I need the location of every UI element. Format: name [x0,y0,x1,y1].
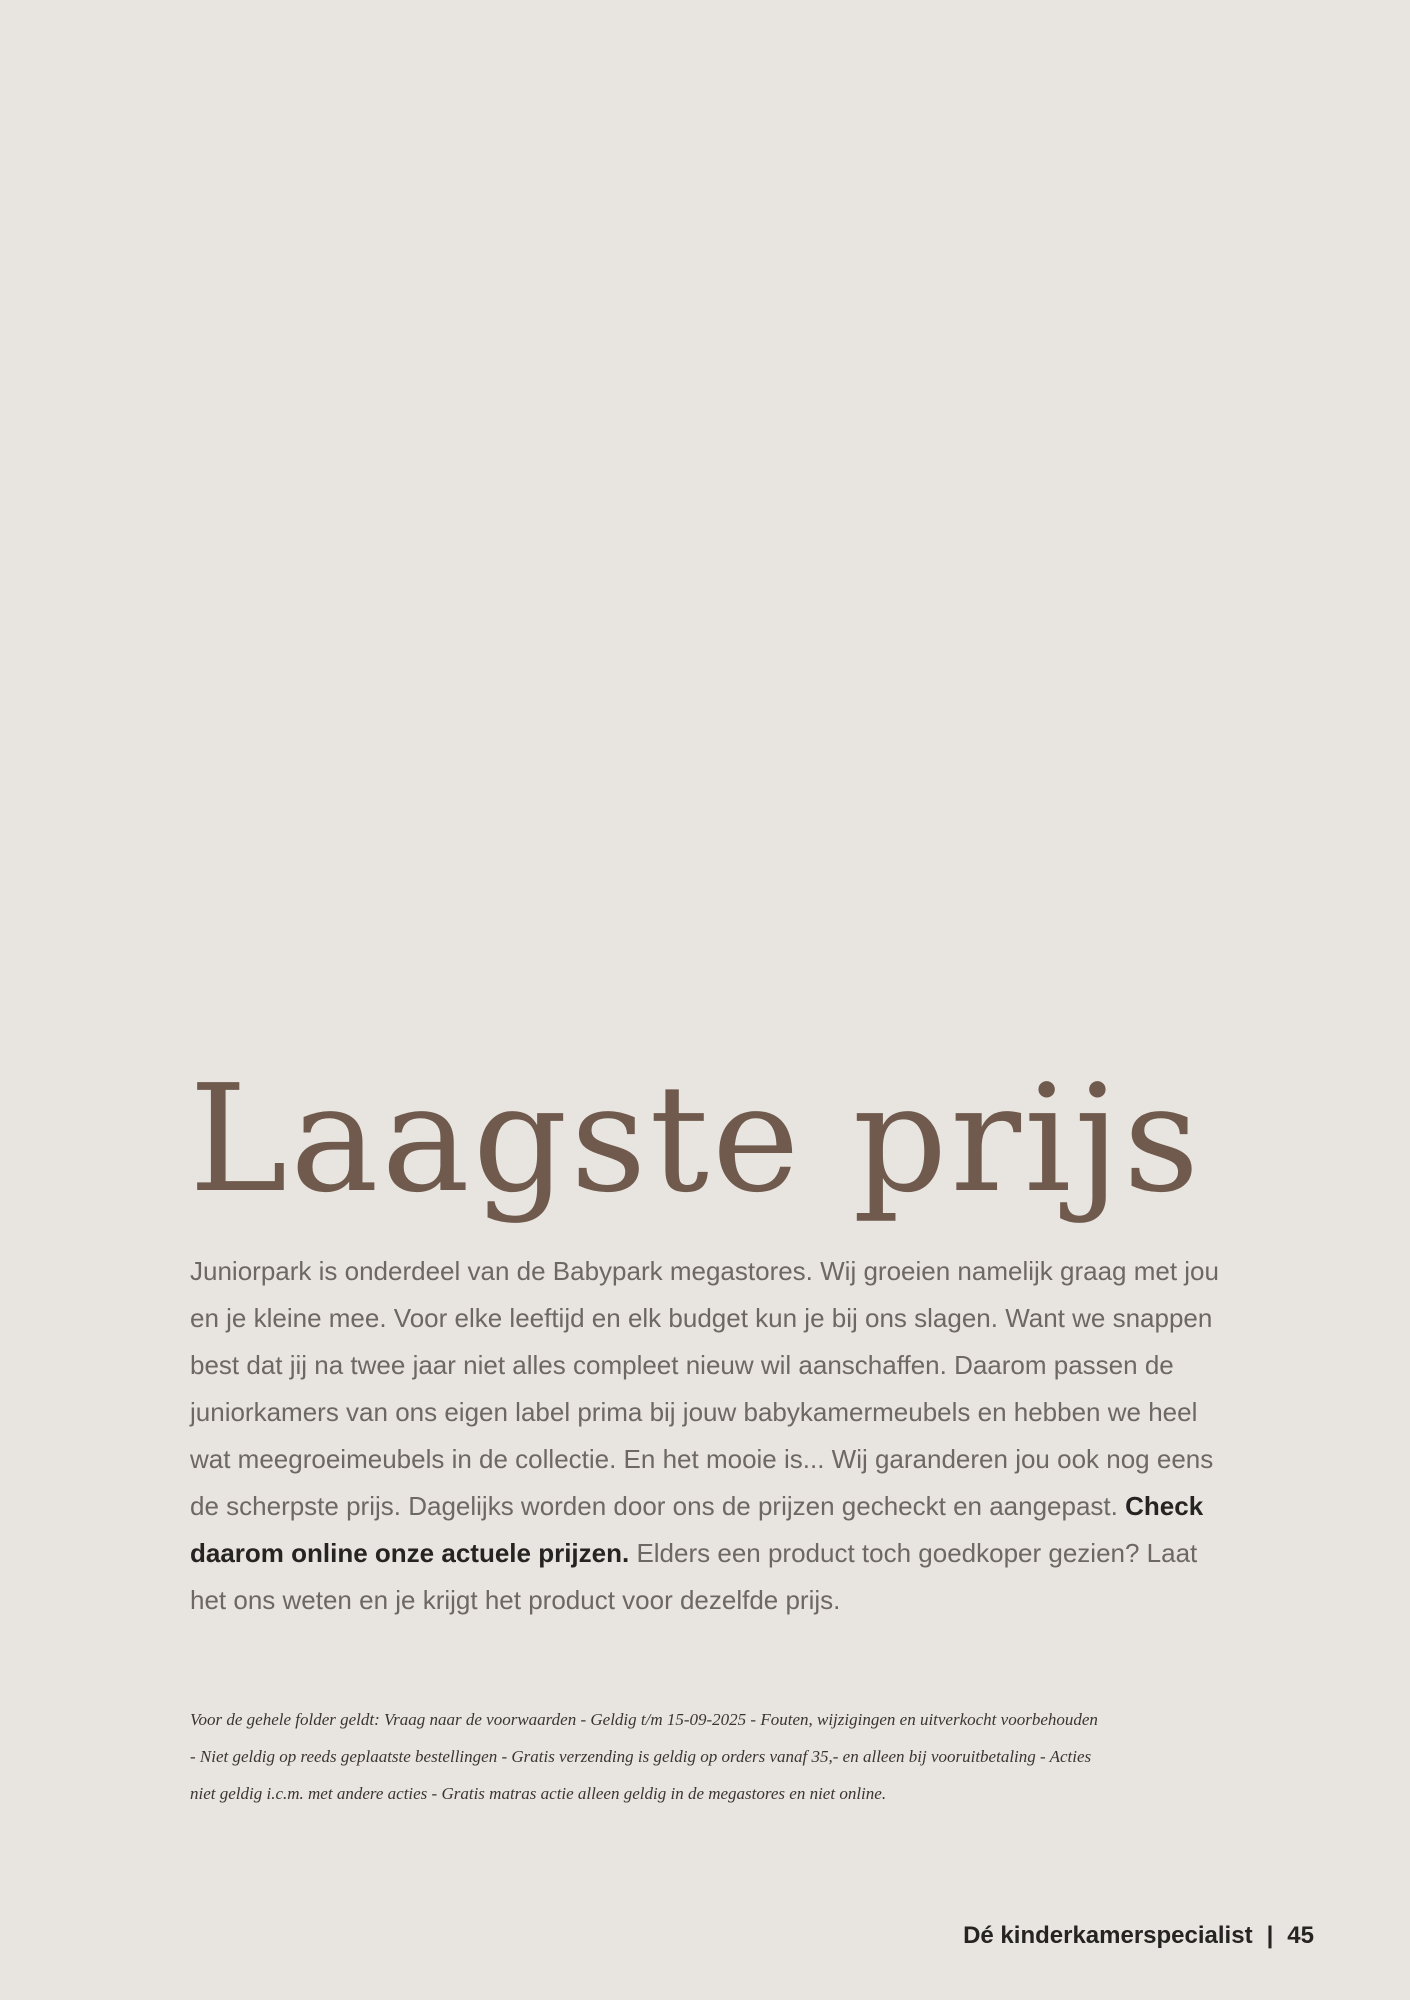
body-paragraph [190,1248,1220,1624]
page-title: Laagste prijs [189,1053,1203,1225]
disclaimer-line-3: niet geldig i.c.m. met andere acties - Gratis matras actie alleen geldig in de megastores en niet online. [190,1784,887,1803]
body-outro-text: Elders een product toch goedkoper gezien? Laat het ons weten en je krijgt het product voor dezelfde prijs. [190,1538,1198,1615]
body-intro-text: Juniorpark is onderdeel van de Babypark megastores. Wij groeien namelijk graag met jou en je kleine mee. Voor elke leeftijd en elk budget kun je bij ons slagen. Want we snappen best dat jij na twee jaar niet alles compleet nieuw wil aanschaffen. Daarom passen de juniorkamers van ons eigen label prima bij jouw babykamermeubels en hebben we heel wat meegroeimeubels in de collectie. En het mooie is... Wij garanderen jou ook nog eens de scherpste prijs. Dagelijks worden door ons de prijzen gecheckt en aangepast. [190,1256,1219,1521]
disclaimer-line-2: - Niet geldig op reeds geplaatste bestellingen - Gratis verzending is geldig op orders vanaf 35,- en alleen bij vooruitbetaling - Acties [190,1747,1092,1766]
footer-tagline: Dé kinderkamerspecialist [963,1922,1253,1949]
footer-separator: | [1266,1922,1274,1949]
disclaimer [190,1701,1190,1812]
body-emphasis-text: Check daarom online onze actuele prijzen. [190,1491,1204,1568]
page-footer [963,1922,1314,1950]
disclaimer-line-1: Voor de gehele folder geldt: Vraag naar de voorwaarden - Geldig t/m 15-09-2025 - Fouten, wijzigingen en uitverkocht voorbehouden [190,1710,1098,1729]
page-number: 45 [1287,1922,1314,1949]
